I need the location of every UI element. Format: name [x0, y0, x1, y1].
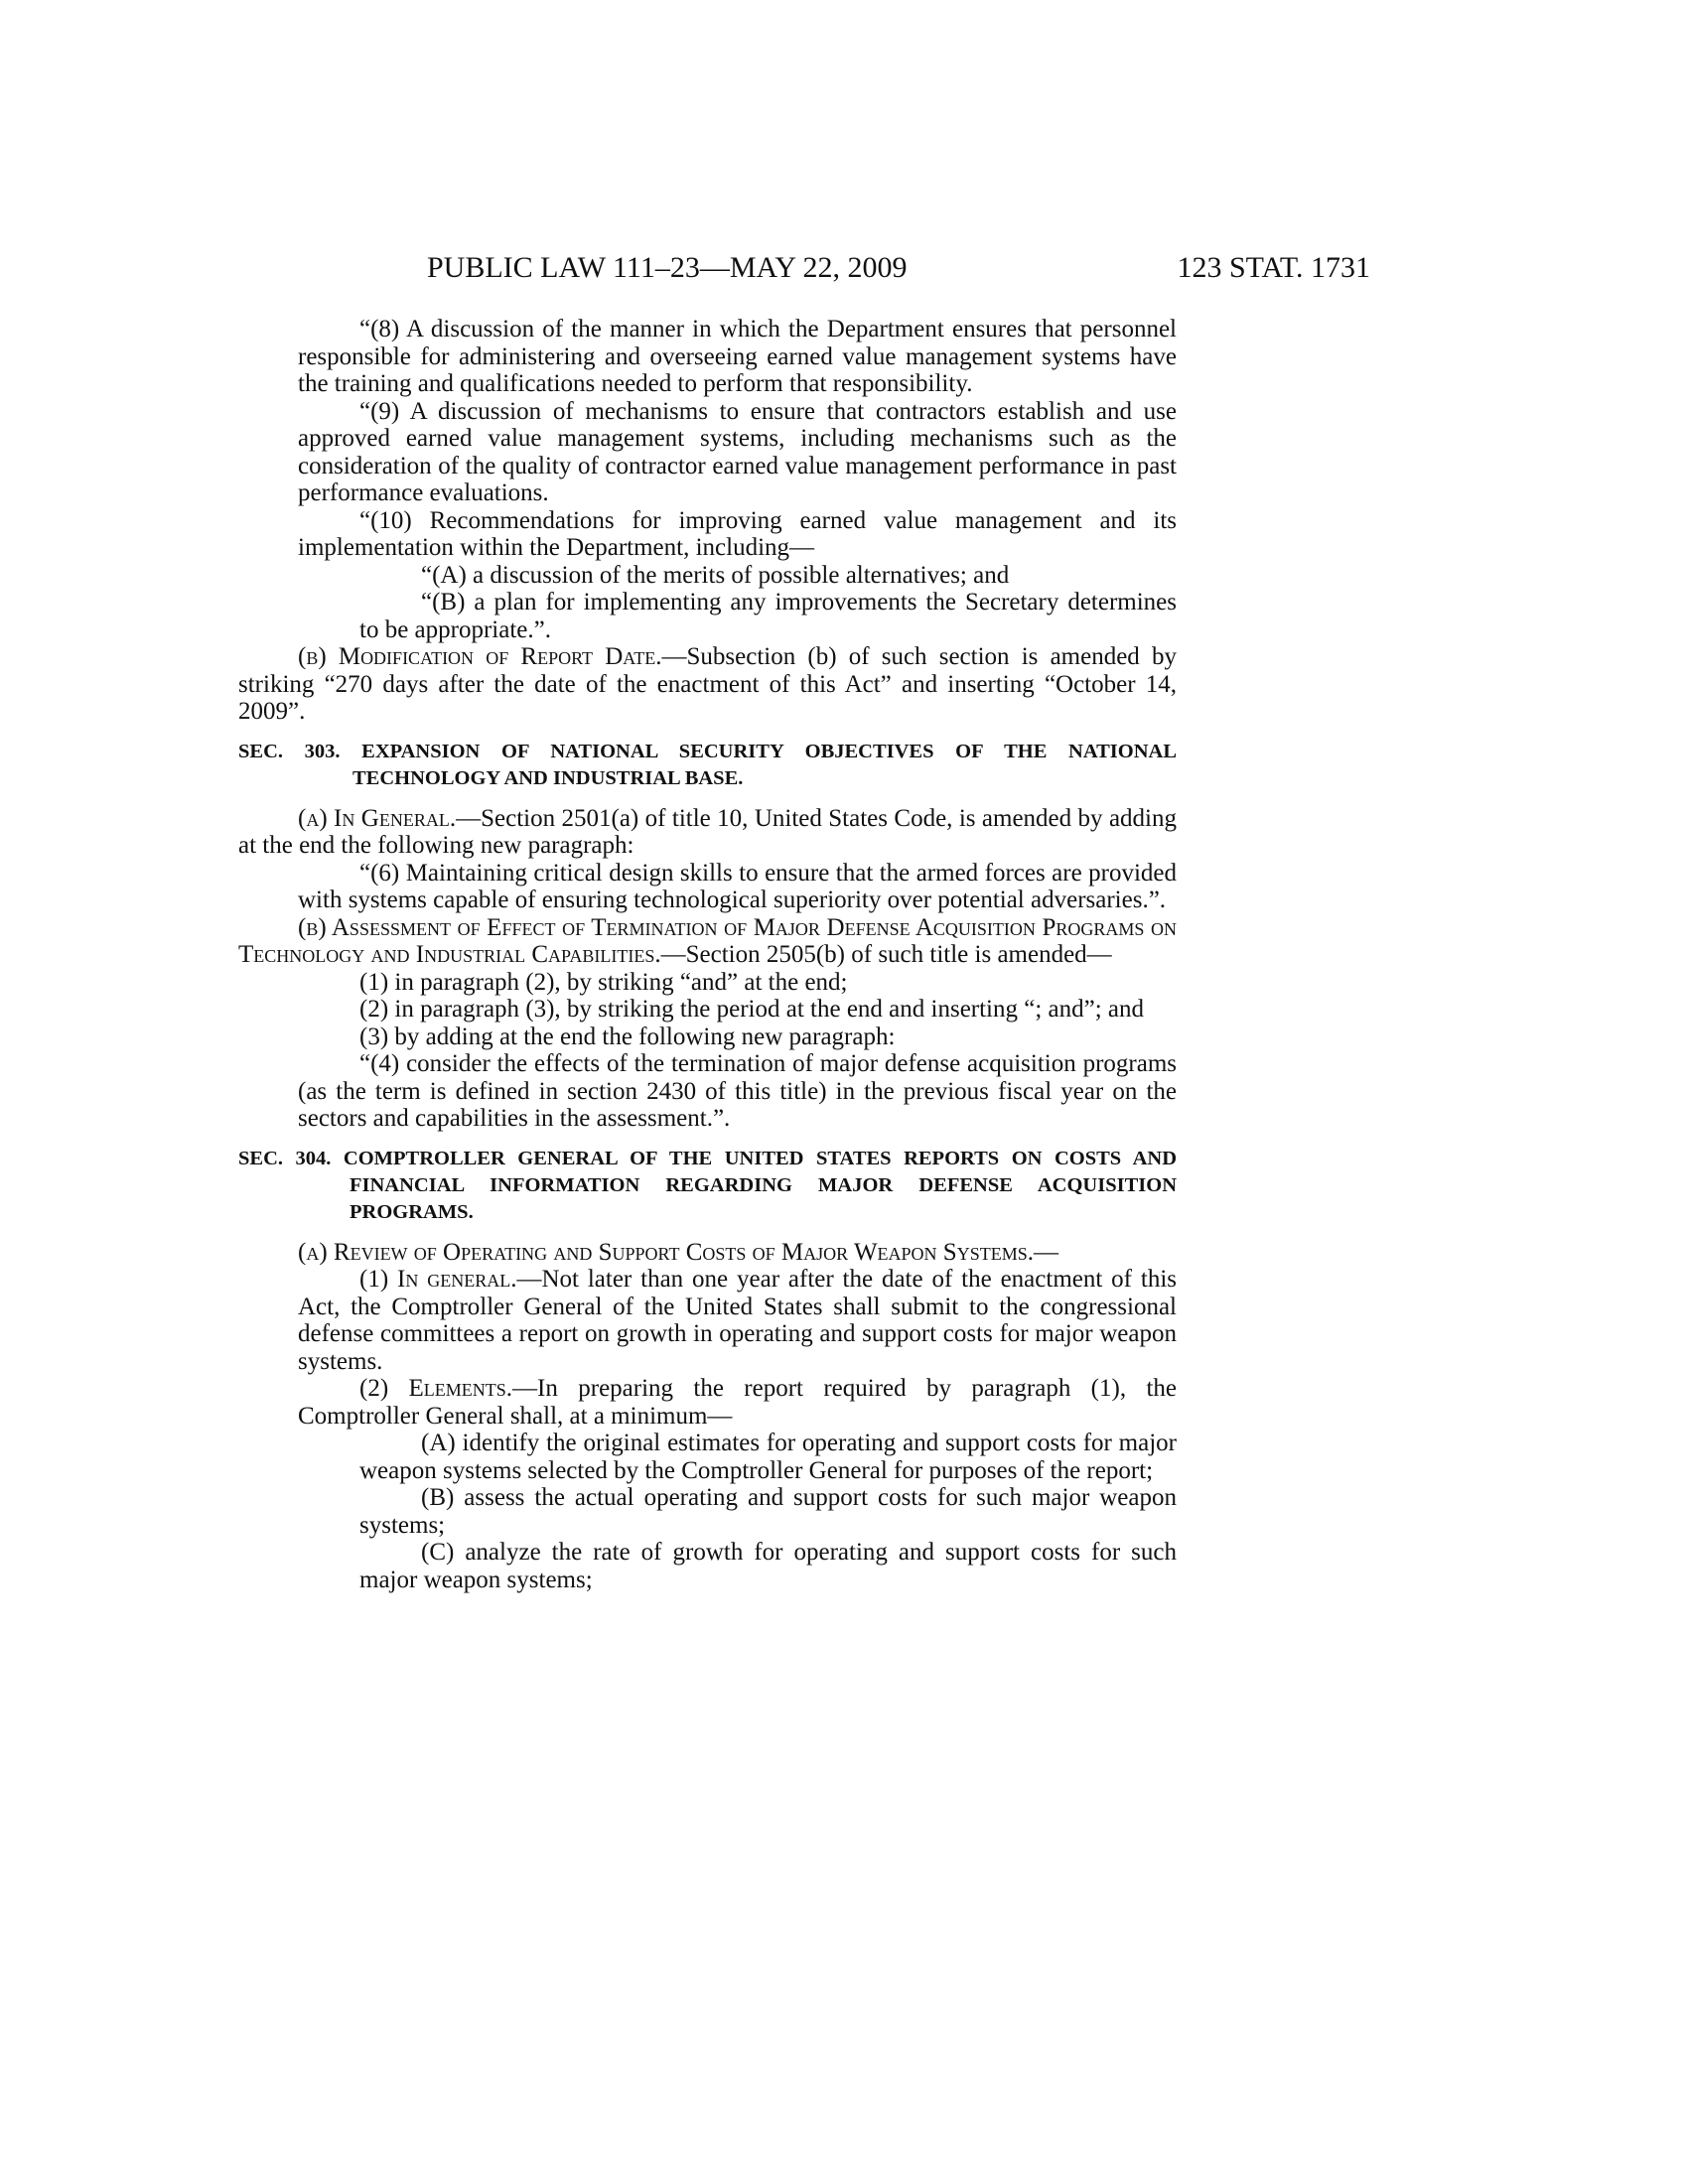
subsection-text: — — [1033, 1238, 1058, 1266]
section-303-b-4: “(4) consider the effects of the termination of major defense acquisition programs (as the term is defined in section 2430 of this title) in the previous fiscal year on the sectors and capabilities in the assessment.”. — [298, 1050, 1177, 1132]
section-304-a-2-a: (A) identify the original estimates for operating and support costs for major weapon systems selected by the Comptroller General for purposes of the report; — [359, 1430, 1177, 1484]
page-header — [427, 248, 1370, 288]
subsection-heading: (b) Assessment of Effect of Termination of Major Defense Acquisition Programs on Technology and Industrial Capabilities. — [238, 913, 1177, 968]
section-303-b-1: (1) in paragraph (2), by striking “and” at the end; — [359, 968, 848, 996]
paragraph-9: “(9) A discussion of mechanisms to ensure that contractors establish and use approved earned value management systems, including mechanisms such as the consideration of the quality of contractor earned value management performance in past performance evaluations. — [298, 397, 1177, 506]
section-303-a — [238, 805, 1177, 860]
paragraph-heading: (1) In general. — [359, 1266, 517, 1293]
section-304-a — [238, 1239, 1177, 1267]
section-304-a-2-c: (C) analyze the rate of growth for operating and support costs for such major weapon systems; — [359, 1539, 1177, 1593]
section-303-a-6: “(6) Maintaining critical design skills to ensure that the armed forces are provided with systems capable of ensuring technological superiority over potential adversaries.”. — [298, 859, 1177, 913]
section-303-heading: SEC. 303. EXPANSION OF NATIONAL SECURITY OBJECTIVES OF THE NATIONAL TECHNOLOGY AND INDUSTRIAL BASE. — [238, 740, 1177, 789]
subsection-text: —Section 2505(b) of such title is amended— — [660, 941, 1112, 968]
subsection-heading: (a) In General. — [298, 804, 457, 832]
subsection-text: —Section 2501(a) of title 10, United States Code, is amended by adding at the end the following new paragraph: — [238, 804, 1177, 859]
paragraph-text: —Not later than one year after the date of the enactment of this Act, the Comptroller General of the United States shall submit to the congressional defense committees a report on growth in operating and support costs for major weapon systems. — [298, 1266, 1177, 1375]
paragraph-10: “(10) Recommendations for improving earned value management and its implementation within the Department, including— — [298, 506, 1177, 561]
statute-page-number: 123 STAT. 1731 — [1177, 251, 1370, 284]
section-304-heading: SEC. 304. COMPTROLLER GENERAL OF THE UNITED STATES REPORTS ON COSTS AND FINANCIAL INFORMATION REGARDING MAJOR DEFENSE ACQUISITION PROGRAMS. — [238, 1147, 1177, 1223]
running-title: PUBLIC LAW 111–23—MAY 22, 2009 — [427, 251, 908, 284]
section-304-a-2 — [298, 1375, 1177, 1430]
section-303-b-2: (2) in paragraph (3), by striking the period at the end and inserting “; and”; and — [359, 996, 1145, 1023]
paragraph-10-b: “(B) a plan for implementing any improvements the Secretary determines to be appropriate.”. — [359, 589, 1177, 643]
document-body — [238, 316, 1177, 1593]
subsection-text: —Subsection (b) of such section is amended by striking “270 days after the date of the enactment of this Act” and inserting “October 14, 2009”. — [238, 643, 1177, 725]
paragraph-heading: (2) Elements. — [359, 1375, 513, 1402]
paragraph-text: —In preparing the report required by paragraph (1), the Comptroller General shall, at a minimum— — [298, 1375, 1177, 1430]
paragraph-8: “(8) A discussion of the manner in which the Department ensures that personnel responsible for administering and overseeing earned value management systems have the training and qualifications needed to perform that responsibility. — [298, 316, 1177, 397]
section-304-a-2-b: (B) assess the actual operating and support costs for such major weapon systems; — [359, 1484, 1177, 1539]
subsection-b-report-date — [238, 643, 1177, 726]
subsection-heading: (b) Modification of Report Date. — [298, 643, 662, 670]
section-303-b-3: (3) by adding at the end the following new paragraph: — [359, 1023, 896, 1050]
subsection-heading: (a) Review of Operating and Support Costs of Major Weapon Systems. — [298, 1238, 1034, 1266]
section-304-a-1 — [298, 1266, 1177, 1375]
section-303-b — [238, 914, 1177, 969]
paragraph-10-a: “(A) a discussion of the merits of possible alternatives; and — [421, 561, 1010, 589]
